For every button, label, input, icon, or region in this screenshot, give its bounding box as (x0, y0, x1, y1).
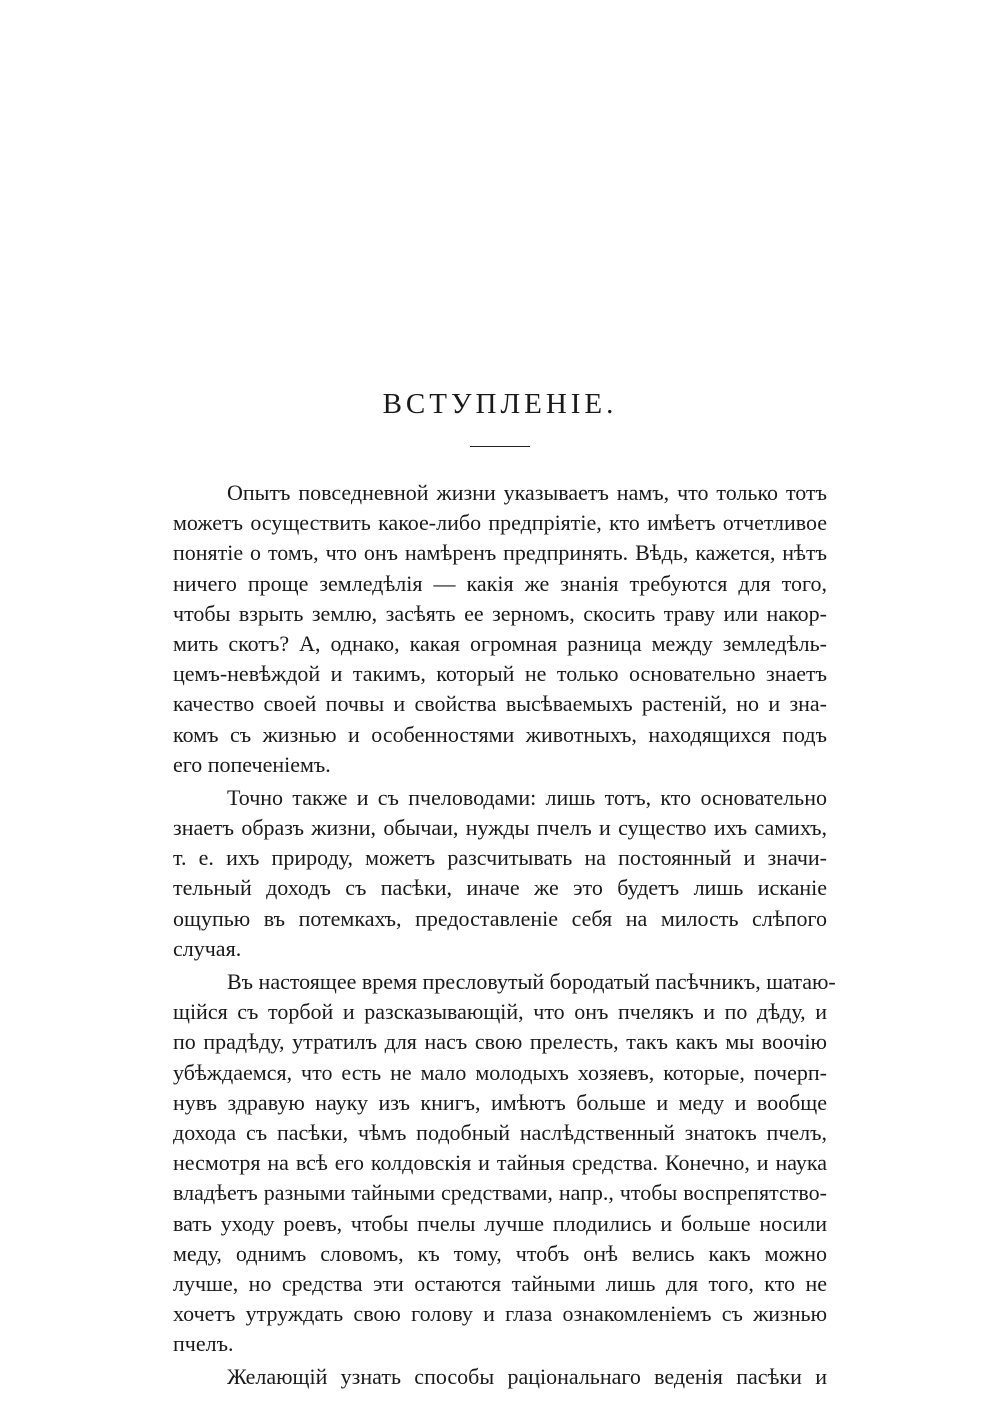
text-line: Въ настоящее время пресловутый бородатый пасѣчникъ, шатаю- (227, 969, 836, 994)
chapter-title: ВСТУПЛЕНІЕ. (382, 388, 618, 420)
text-line: несмотря на всѣ его колдовскія и тайныя средства. Конечно, и наука (173, 1150, 827, 1176)
text-line: т. е. ихъ природу, можетъ разсчитывать на постоянный и значи- (173, 845, 827, 871)
text-line: понятіе о томъ, что онъ намѣренъ предпринять. Вѣдь, кажется, нѣтъ (173, 540, 827, 566)
text-line: чтобы взрыть землю, засѣять ее зерномъ, скосить траву или накор- (173, 600, 827, 626)
text-line: по прадѣду, утратилъ для насъ свою прелесть, такъ какъ мы воочію (173, 1029, 827, 1055)
text-line: владѣетъ разными тайными средствами, напр., чтобы воспрепятство- (173, 1180, 827, 1206)
text-line: мить скотъ? А, однако, какая огромная разница между земледѣль- (173, 630, 827, 656)
paragraph (173, 1362, 827, 1392)
text-line: пчелъ. (173, 1331, 234, 1357)
text-line: вать уходу роевъ, чтобы пчелы лучше плодились и больше носили (173, 1210, 827, 1236)
text-line: знаетъ образъ жизни, обычаи, нужды пчелъ и существо ихъ самихъ, (173, 815, 827, 841)
text-line: Точно также и съ пчеловодами: лишь тотъ, кто основательно (227, 784, 827, 810)
text-line: хочетъ утруждать свою голову и глаза ознакомленіемъ съ жизнью (173, 1301, 827, 1327)
text-line: дохода съ пасѣки, чѣмъ подобный наслѣдственный знатокъ пчелъ, (173, 1119, 827, 1145)
text-line: лучше, но средства эти остаются тайными лишь для того, кто не (173, 1270, 827, 1296)
paragraph (173, 783, 827, 964)
paragraph (173, 967, 836, 1359)
text-line: ощупью въ потемкахъ, предоставленіе себя на милость слѣпого (173, 905, 827, 931)
text-line: тельный доходъ съ пасѣки, иначе же это будетъ лишь исканіе (173, 875, 827, 901)
text-line: комъ съ жизнью и особенностями животныхъ, находящихся подъ (173, 721, 827, 747)
text-line: нувъ здравую науку изъ книгъ, имѣютъ больше и меду и вообще (173, 1089, 827, 1115)
text-line: качество своей почвы и свойства высѣваемыхъ растеній, но и зна- (173, 691, 827, 717)
paragraph (173, 478, 827, 780)
text-line: щійся съ торбой и разсказывающій, что онъ пчелякъ и по дѣду, и (173, 999, 827, 1025)
text-line: цемъ-невѣждой и такимъ, который не только основательно знаетъ (173, 661, 827, 687)
body-text (173, 478, 836, 1393)
text-line: Опытъ повседневной жизни указываетъ намъ, что только тотъ (227, 480, 827, 505)
text-line: меду, однимъ словомъ, къ тому, чтобъ онѣ велись какъ можно (173, 1240, 827, 1266)
text-line: ничего проще земледѣлія — какія же знанія требуются для того, (173, 570, 827, 596)
text-line: его попеченіемъ. (173, 751, 331, 777)
text-line: убѣждаемся, что есть не мало молодыхъ хозяевъ, которые, почерп- (173, 1059, 827, 1085)
title-divider (470, 446, 530, 447)
text-line: можетъ осуществить какое-либо предпріятіе, кто имѣетъ отчетливое (173, 510, 827, 536)
text-line: Желающій узнать способы раціональнаго веденія пасѣки и (227, 1364, 827, 1390)
text-line: случая. (173, 935, 242, 961)
